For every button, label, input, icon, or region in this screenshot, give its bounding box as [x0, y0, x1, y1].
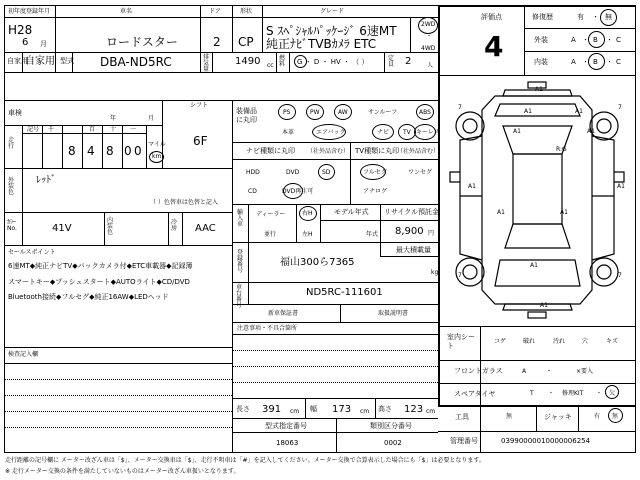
grade-ext-b: B — [593, 36, 598, 44]
spare-opt-dot1: ・ — [548, 390, 555, 397]
ac: AAC — [195, 223, 216, 234]
control-number: 03990000010000006254 — [501, 437, 591, 445]
cc-unit: cc — [267, 62, 274, 69]
category: 0002 — [384, 439, 402, 447]
tire-mark-fl: 7 — [458, 104, 462, 111]
spare-opt-t: T — [530, 390, 534, 397]
equipment-title: 装備品に丸印 — [236, 107, 257, 124]
mark-a1-ws-r: A1 — [587, 128, 595, 135]
equip-leather: 本革 — [282, 129, 295, 136]
control-number-label: 管理番号 — [450, 437, 478, 445]
equip-keyless: キーレス — [416, 129, 440, 136]
spare-opt-dot2: ・ — [596, 390, 603, 397]
max-load-label: 最大積載量 — [396, 246, 431, 254]
reg-month-unit: 月 — [40, 40, 47, 48]
grade-int-b: B — [593, 58, 598, 66]
height-unit: cm — [426, 408, 436, 415]
capacity-label: 定員 — [388, 55, 395, 68]
seat-opt-4: キズ — [606, 338, 618, 345]
mileage-unit-mile: マイル — [148, 141, 166, 148]
color-no: 41V — [52, 223, 72, 234]
fuel-label: 燃料 — [279, 55, 286, 68]
tire-mark-fr: 7 — [618, 104, 622, 111]
model-label: 型式 — [60, 57, 74, 65]
mark-a1-ws-l: A1 — [513, 128, 521, 135]
repair-label: 修復歴 — [532, 13, 553, 21]
mileage-hdr-3: 十 — [110, 126, 117, 133]
inspection-label: 車検 — [8, 109, 22, 117]
tv-fullseg: フルセグ — [363, 169, 387, 176]
glass-label: フロントガラス — [454, 367, 503, 375]
seat-opt-0: コゲ — [494, 338, 507, 345]
import-parallel: 並行 — [264, 231, 277, 238]
equip-tv: TV — [403, 129, 411, 136]
usage-label: 自家用 — [7, 57, 28, 65]
fuel-options: G ・ D ・ HV ・ （ ） — [297, 58, 369, 66]
recycle-yen: 円 — [428, 230, 435, 237]
car-name-label: 車名 — [120, 8, 133, 15]
seat-opt-2: 汚れ — [553, 338, 566, 345]
usage-value: 自家用 — [25, 56, 55, 67]
color-no-label: ｶﾗｰNo. — [7, 219, 17, 232]
length-label: 長さ — [236, 405, 250, 413]
mileage-label: 走行 — [8, 137, 15, 150]
mark-a1-door-l: A1 — [468, 183, 476, 190]
mileage-digit-4: 0 — [134, 144, 142, 158]
width-unit: cm — [360, 408, 370, 415]
seat-opt-3: 穴 — [582, 338, 589, 345]
mileage-hdr-2: 百 — [89, 126, 96, 133]
height: 123 — [404, 404, 424, 415]
mileage-digit-2: 8 — [106, 144, 114, 158]
mileage-hdr-0: 記号 — [27, 126, 40, 133]
score-label: 評価点 — [481, 13, 502, 21]
tools-label: 工具 — [455, 413, 469, 421]
spare-label: スペアタイヤ — [454, 390, 496, 398]
mark-a1-rear-l: A1 — [497, 209, 505, 216]
drive-4wd: 4WD — [421, 45, 436, 52]
shift-label: シフト — [190, 102, 209, 109]
navi-note: （社外品含む） — [307, 148, 350, 155]
mileage-digit-3: 0 — [124, 144, 132, 158]
equip-aw: AW — [338, 109, 348, 116]
grade-ext-a: A — [571, 36, 576, 44]
navi-cd: CD — [248, 188, 257, 195]
grade-ext-dot2: ・ — [606, 36, 613, 44]
width-label: 幅 — [310, 405, 317, 413]
equip-sunroof: サンルーフ — [368, 109, 398, 116]
model-year-unit: 年式 — [366, 231, 379, 238]
footer-line-1: 走行距離の記号欄に メーター改ざん車は「$」、メーター交換車は「$」、走行不明車は「#」を記入してください。メーター交換で合算表示した場合にも「$」は必要となります。 — [5, 457, 485, 464]
fuel-g-circle — [294, 55, 307, 68]
mark-a1-trunk: A1 — [530, 262, 538, 269]
model-year-label: モデル年式 — [334, 208, 369, 216]
grade-label: グレード — [320, 8, 345, 15]
chassis: ND5RC-111601 — [306, 287, 383, 298]
navi-dvd: DVD — [286, 169, 300, 176]
tv-oneseg: ワンセグ — [408, 169, 433, 176]
navi-hdd: HDD — [246, 169, 260, 176]
mark-a1-bumper: A1 — [540, 302, 548, 309]
mark-a1-door-r: A1 — [617, 183, 625, 190]
equip-ps: PS — [283, 109, 291, 116]
jack-no: 無 — [612, 413, 619, 420]
recycle-label: リサイクル預託金 — [384, 208, 440, 216]
interior-seat-label: 室内シート — [447, 333, 475, 350]
displacement: 1490 — [235, 56, 261, 67]
height-label: 高さ — [378, 405, 392, 413]
reg-number: 福山300ら7365 — [280, 257, 355, 268]
tools-none: 無 — [506, 413, 513, 420]
jack-label: ジャッキ — [544, 413, 572, 421]
chassis-label: 車台番号 — [236, 284, 243, 309]
model: DBA-ND5RC — [100, 55, 172, 69]
shift: 6F — [193, 134, 208, 148]
footer-line-2: ※ 走行メーター交換の条件を満たしていないものはメーター改ざん車扱いとなります。 — [5, 468, 240, 475]
width: 173 — [332, 404, 352, 415]
import-label: 輸入車 — [237, 209, 244, 228]
new-warranty-label: 新車保証書 — [268, 310, 299, 317]
grade-ext-c: C — [616, 36, 621, 44]
equip-pw: PW — [310, 109, 320, 116]
grade-ext-dot1: ・ — [582, 36, 589, 44]
car-damage-diagram — [440, 76, 634, 326]
grade-line2: 純正ﾅﾋﾞTVBｶﾒﾗ ETC — [266, 37, 377, 51]
reg-era-year: H28 — [8, 23, 33, 37]
reg-year-label: 初年度登録年月 — [8, 8, 51, 15]
jack-yes: 有 — [594, 413, 601, 420]
length-unit: cm — [290, 408, 300, 415]
drive-dot: ・ — [426, 33, 433, 40]
reg-number-label: 登録番号 — [237, 249, 244, 274]
handle-right: 右H — [302, 210, 313, 217]
navi-sd: SD — [322, 169, 331, 176]
tire-mark-rr: 7 — [618, 272, 622, 279]
mileage-hdr-4: 一 — [130, 126, 137, 133]
manual-label: 取扱説明書 — [378, 310, 409, 317]
recycle-amount: 8,900 — [395, 226, 424, 237]
capacity: 2 — [405, 56, 412, 67]
doors: 2 — [213, 35, 221, 49]
selling-points-label: セールスポイント — [8, 249, 56, 256]
displacement-label: 排気量 — [203, 54, 210, 73]
score: 4 — [484, 30, 504, 63]
handle-left: 左H — [302, 231, 313, 238]
ac-label: 冷房 — [171, 219, 178, 232]
inspection-month-unit: 月 — [148, 115, 155, 122]
drive-2wd: 2WD — [421, 21, 436, 28]
exterior-color-label: 外装色 — [8, 177, 15, 196]
grade-int-dot1: ・ — [582, 58, 589, 66]
length: 391 — [262, 404, 282, 415]
seat-opt-1: 破れ — [523, 338, 536, 345]
glass-opt-dot: ・ — [546, 368, 553, 375]
mileage-digit-1: 4 — [87, 144, 95, 158]
equip-abs: ABS — [419, 109, 431, 116]
mark-a1-front: A1 — [535, 86, 543, 93]
interior-color-label: 内装色 — [107, 217, 114, 236]
mileage-hdr-1: 千 — [48, 126, 55, 133]
car-name: ロードスター — [106, 35, 178, 49]
grade-int-a: A — [571, 58, 576, 66]
tire-mark-rl: 7 — [458, 272, 462, 279]
mark-a1-rear-r: A1 — [560, 209, 568, 216]
inspector-label: 検査記入欄 — [8, 351, 39, 358]
mileage-digit-0: 8 — [68, 144, 76, 158]
type-number-label: 型式指定番号 — [265, 422, 307, 430]
mileage-unit-km: km — [152, 153, 162, 160]
inspection-year-unit: 年 — [110, 115, 117, 122]
max-load-unit: kg — [431, 269, 439, 276]
mark-a1-hood-l: A1 — [524, 108, 532, 115]
grade-line1: S ｽﾍﾟｼｬﾙﾊﾟｯｹｰｼﾞ 6速MT — [266, 24, 397, 38]
grade-interior-label: 内装 — [534, 58, 548, 66]
equip-navi: ナビ — [377, 129, 390, 136]
glass-opt-a: A — [522, 368, 527, 375]
navi-title: ナビ種類に丸印 — [246, 147, 295, 155]
spare-opt-missing: 欠 — [609, 390, 616, 397]
notes-label: 注意事項・不具合箇所 — [237, 325, 298, 332]
selling-line-2: Bluetooth接続◆フルセグ◆純正16AW◆LEDヘッド — [8, 293, 169, 301]
selling-line-1: スマートキー◆プッシュスタート◆AUTOライト◆CD/DVD — [8, 278, 190, 286]
color-note: （ ）色替車は色替と記入 — [150, 199, 218, 206]
mark-roof: R:G — [556, 146, 567, 153]
tv-title: TV種類に丸印 — [355, 147, 400, 155]
tv-note: （社外品含む） — [397, 148, 440, 155]
repair-dot: ・ — [592, 13, 599, 21]
exterior-color: ﾚｯﾄﾞ — [36, 175, 56, 186]
tv-analog: アナログ — [363, 188, 388, 195]
type-number: 18063 — [276, 439, 299, 447]
reg-month: 6 — [22, 37, 29, 48]
grade-exterior-label: 外装 — [534, 36, 548, 44]
glass-opt-x: ×要入 — [576, 368, 594, 375]
spare-opt-kit: 修理KIT — [562, 390, 584, 397]
navi-dvdplay: DVD再生可 — [282, 188, 314, 195]
grade-int-dot2: ・ — [606, 58, 613, 66]
door-label: ドア — [209, 8, 221, 15]
shape: CP — [238, 35, 254, 49]
equip-airbag: エアバッグ — [316, 129, 346, 136]
selling-line-0: 6速MT◆純正ナビTV◆バックカメラ付◆ETC車載器◆記録簿 — [8, 262, 193, 270]
mark-a1-hood-r: A1 — [575, 108, 583, 115]
repair-no: 無 — [605, 13, 612, 21]
category-label: 類別区分番号 — [370, 422, 412, 430]
grade-int-c: C — [616, 58, 621, 66]
shape-label: 形状 — [240, 8, 253, 15]
repair-yes: 有 — [577, 13, 584, 21]
import-dealer: ディーラー — [256, 211, 286, 218]
person-unit: 人 — [427, 62, 434, 69]
